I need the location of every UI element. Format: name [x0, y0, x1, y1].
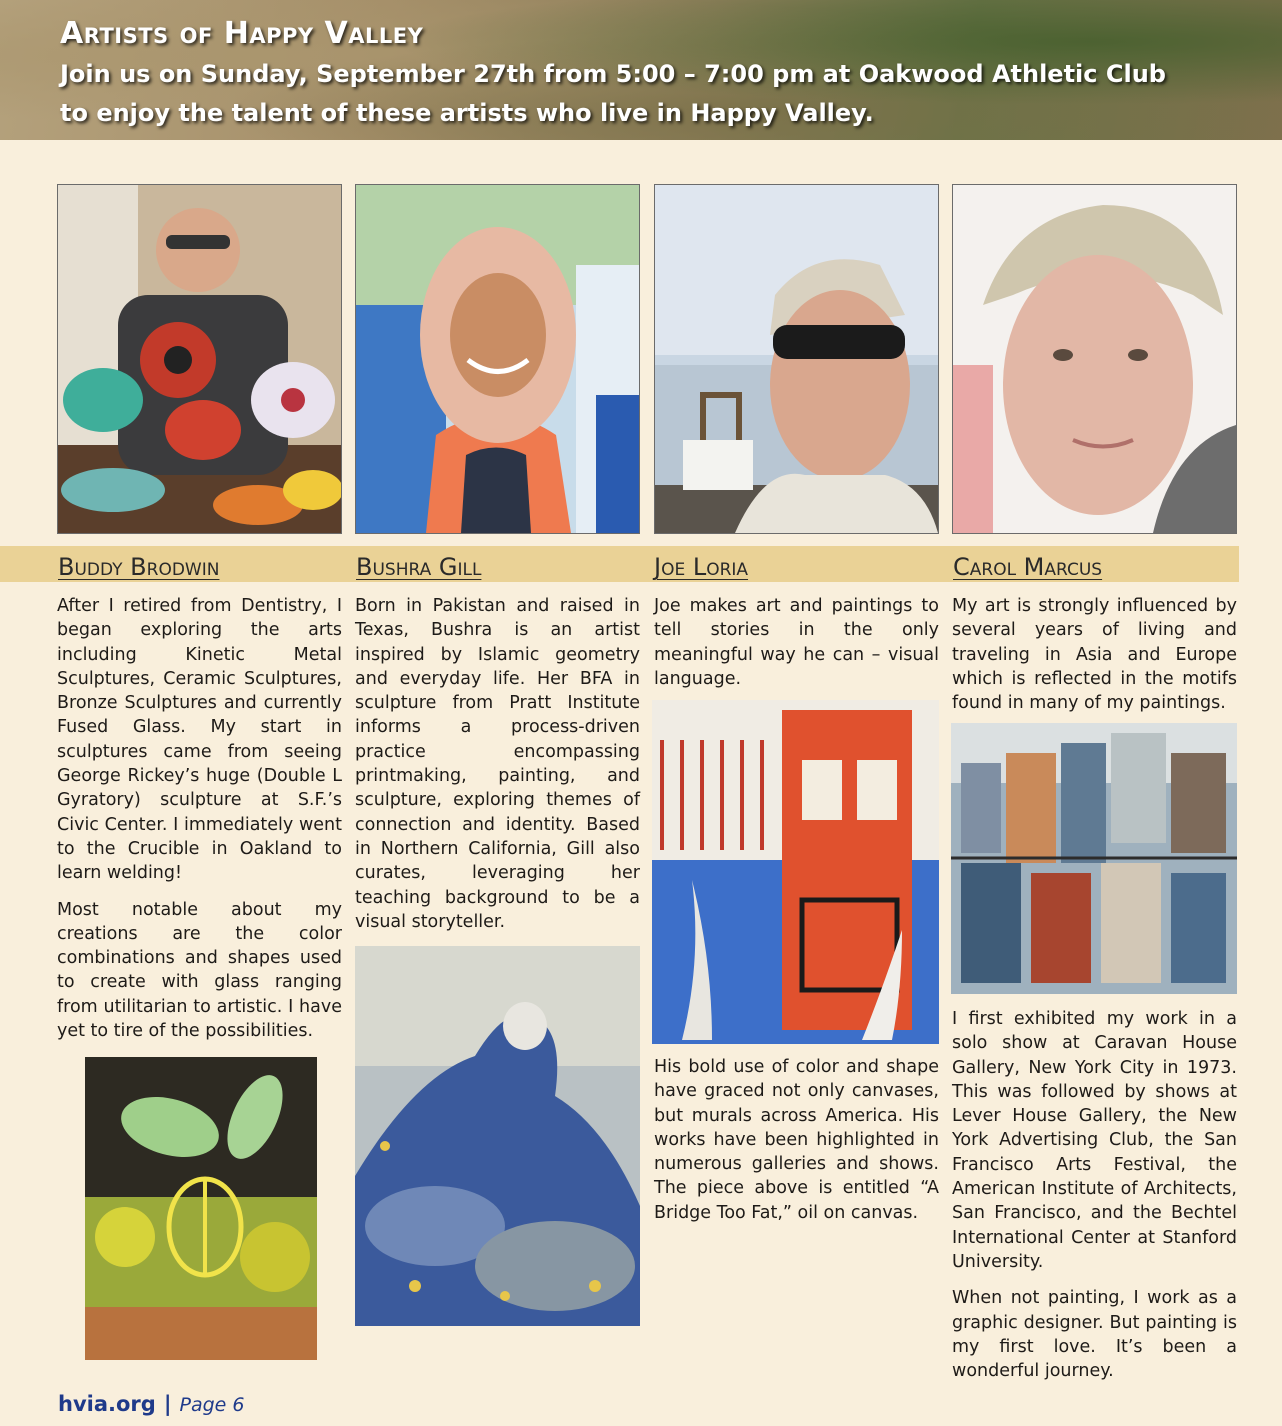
header-banner [0, 0, 1282, 140]
page-title: Artists of Happy Valley [60, 16, 424, 51]
bio-paragraph: I first exhibited my work in a solo show at Caravan House Gallery, New York City in 1973. This was followed by shows at Lever House Gallery, the New York Advertising Club, the San Francisco Arts Festival, the American Institute of Architects, San Francisco, and the Bechtel International Center at Stanford University. [952, 1009, 1237, 1272]
artist-photo-brodwin [57, 184, 342, 534]
bio-paragraph: After I retired from Dentistry, I began exploring the arts including Kinetic Metal Sculptures, Ceramic Sculptures, Bronze Sculptures and currently Fused Glass. My start in sculptures came from seeing George Rickey’s huge (Double L Gyratory) sculpture at S.F.’s Civic Center. I immediately went to the Crucible in Oakland to learn welding! [57, 596, 342, 884]
footer-separator: | [163, 1392, 172, 1416]
event-details: Join us on Sunday, September 27th from 5:00 – 7:00 pm at Oakwood Athletic Club [60, 60, 1166, 88]
artist-bio-marcus [952, 594, 1237, 727]
artwork-marcus [951, 723, 1237, 994]
artist-bio-loria-continued [654, 1055, 939, 1237]
event-subtitle: to enjoy the talent of these artists who live in Happy Valley. [60, 99, 874, 127]
artist-name-marcus: Carol Marcus [953, 553, 1103, 581]
artist-name-brodwin: Buddy Brodwin [58, 553, 220, 581]
bio-paragraph: Most notable about my creations are the color combinations and shapes used to create with glass ranging from utilitarian to artistic. I have yet to tire of the possibilities. [57, 899, 342, 1042]
bio-paragraph: Born in Pakistan and raised in Texas, Bushra is an artist inspired by Islamic geometry and everyday life. Her BFA in sculpture from Pratt Institute informs a process-driven practice encompassing printmaking, painting, and sculpture, exploring themes of connection and identity. Based in Northern California, Gill also curates, leveraging her teaching background to be a visual storyteller. [355, 596, 640, 932]
bio-paragraph: Joe makes art and paintings to tell stories in the only meaningful way he can – visual language. [654, 596, 939, 689]
artist-photo-loria [654, 184, 939, 534]
bio-paragraph: His bold use of color and shape have graced not only canvases, but murals across America. His works have been highlighted in numerous galleries and shows. The piece above is entitled “A Bridge Too Fat,” oil on canvas. [654, 1057, 939, 1223]
artist-bio-brodwin [57, 594, 342, 1055]
bio-paragraph: When not painting, I work as a graphic designer. But painting is my first love. It’s been a wonderful journey. [952, 1288, 1237, 1382]
artist-bio-loria [654, 594, 939, 703]
page-footer [58, 1392, 244, 1416]
artist-name-gill: Bushra Gill [356, 553, 482, 581]
artist-name-loria: Joe Loria [654, 553, 749, 581]
site-link[interactable]: hvia.org [58, 1392, 156, 1416]
artwork-gill [355, 946, 640, 1326]
artist-column-gill [355, 184, 640, 534]
artwork-brodwin [85, 1057, 317, 1360]
page-number: Page 6 [179, 1394, 245, 1416]
artwork-loria [652, 700, 939, 1044]
artist-bio-marcus-continued [952, 1007, 1237, 1395]
bio-paragraph: My art is strongly influenced by several years of living and traveling in Asia and Europe which is reflected in the motifs found in many of my paintings. [952, 596, 1237, 714]
artist-photo-marcus [952, 184, 1237, 534]
artist-photo-gill [355, 184, 640, 534]
artist-bio-gill [355, 594, 640, 946]
artist-column-loria [654, 184, 939, 534]
artist-column-brodwin [57, 184, 342, 534]
artist-column-marcus [952, 184, 1237, 534]
